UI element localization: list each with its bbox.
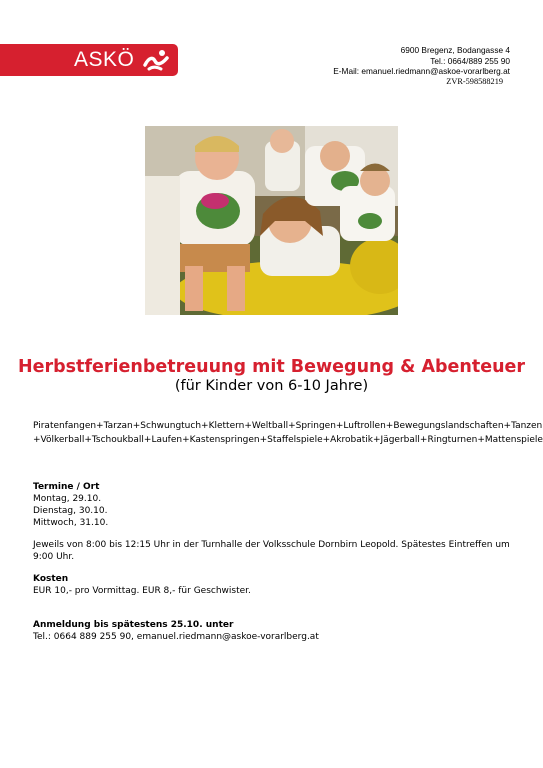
termine-date: Mittwoch, 31.10.: [33, 518, 109, 528]
contact-block: [333, 45, 510, 87]
termine-date: Dienstag, 30.10.: [33, 506, 108, 516]
kosten-text: EUR 10,- pro Vormittag. EUR 8,- für Geschwister.: [33, 586, 251, 596]
logo-bar: [0, 44, 178, 76]
details-text: Jeweils von 8:00 bis 12:15 Uhr in der Turnhalle der Volksschule Dornbirn Leopold. Spätestes Eintreffen um 9:00 Uhr.: [33, 540, 510, 562]
anmeldung-heading: Anmeldung bis spätestens 25.10. unter: [33, 620, 234, 630]
contact-phone: Tel.: 0664/889 255 90: [430, 55, 510, 66]
kosten-section: [33, 573, 513, 597]
kosten-heading: Kosten: [33, 574, 69, 584]
termine-date: Montag, 29.10.: [33, 494, 102, 504]
anmeldung-contact: Tel.: 0664 889 255 90, emanuel.riedmann@askoe-vorarlberg.at: [33, 632, 319, 642]
page-title: Herbstferienbetreuung mit Bewegung & Abenteuer: [17, 357, 526, 377]
askoe-figure-icon: [143, 49, 169, 71]
anmeldung-section: [33, 619, 513, 643]
contact-zvr: ZVR-598588219: [446, 76, 503, 86]
activities-list: Piratenfangen+Tarzan+Schwungtuch+Klettern+Weltball+Springen+Luftrollen+Bewegungslandschaften+Tanzen +Völkerball+Tschoukball+Laufen+Kastenspringen+Staffelspiele+Akrobatik+Jägerball+Ringturnen+Mattenspiele: [33, 421, 543, 445]
contact-address: 6900 Bregenz, Bodangasse 4: [400, 45, 510, 55]
contact-email: E-Mail: emanuel.riedmann@askoe-vorarlberg.at: [333, 66, 510, 76]
logo-text: ASKÖ: [74, 48, 135, 71]
page-subtitle: (für Kinder von 6-10 Jahre): [174, 378, 369, 394]
children-photo: [145, 126, 398, 315]
termine-section: [33, 481, 513, 529]
termine-heading: Termine / Ort: [33, 482, 100, 492]
